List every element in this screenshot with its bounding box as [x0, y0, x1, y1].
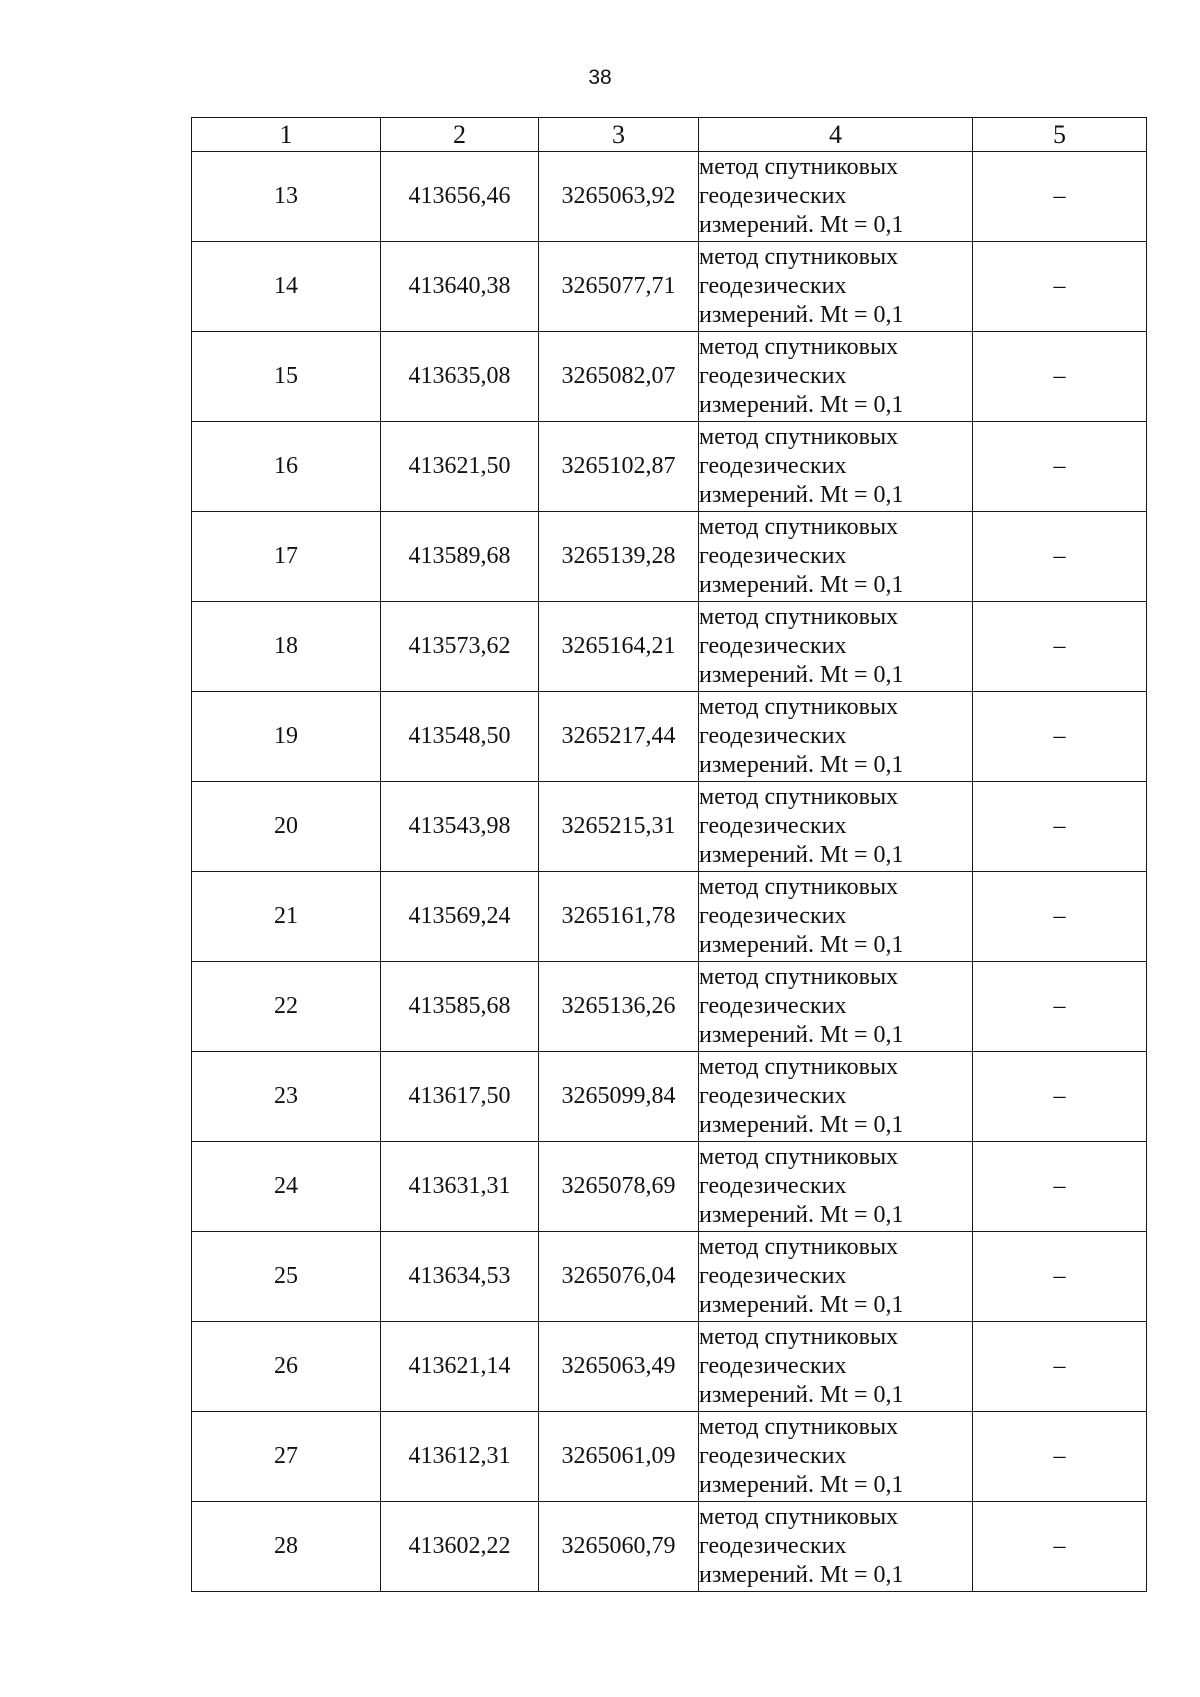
method-line-2: геодезических: [699, 1533, 847, 1559]
description-cell: –: [973, 152, 1147, 242]
method-line-2: геодезических: [699, 543, 847, 569]
table-row: [192, 152, 1147, 242]
method-cell: [699, 512, 973, 602]
y-coordinate-cell: 3265215,31: [539, 782, 699, 872]
method-line-1: метод спутниковых: [699, 1324, 899, 1350]
description-cell: –: [973, 782, 1147, 872]
method-line-1: метод спутниковых: [699, 784, 899, 810]
y-coordinate-cell: 3265099,84: [539, 1052, 699, 1142]
header-row: [192, 118, 1147, 152]
x-coordinate-cell: 413589,68: [381, 512, 539, 602]
y-coordinate-cell: 3265139,28: [539, 512, 699, 602]
method-line-2: геодезических: [699, 453, 847, 479]
method-line-1: метод спутниковых: [699, 964, 899, 990]
method-cell: [699, 962, 973, 1052]
x-coordinate-cell: 413631,31: [381, 1142, 539, 1232]
column-header-2: 2: [381, 118, 539, 152]
method-line-1: метод спутниковых: [699, 334, 899, 360]
x-coordinate-cell: 413617,50: [381, 1052, 539, 1142]
y-coordinate-cell: 3265076,04: [539, 1232, 699, 1322]
x-coordinate-cell: 413543,98: [381, 782, 539, 872]
table-row: [192, 332, 1147, 422]
description-cell: –: [973, 512, 1147, 602]
method-line-2: геодезических: [699, 273, 847, 299]
x-coordinate-cell: 413573,62: [381, 602, 539, 692]
point-number-cell: 24: [192, 1142, 381, 1232]
method-line-3: измерений. Mt = 0,1: [699, 212, 904, 238]
y-coordinate-cell: 3265217,44: [539, 692, 699, 782]
point-number-cell: 13: [192, 152, 381, 242]
method-line-2: геодезических: [699, 363, 847, 389]
method-cell: [699, 692, 973, 782]
method-line-2: геодезических: [699, 993, 847, 1019]
method-line-1: метод спутниковых: [699, 1144, 899, 1170]
y-coordinate-cell: 3265082,07: [539, 332, 699, 422]
method-line-2: геодезических: [699, 813, 847, 839]
description-cell: –: [973, 872, 1147, 962]
method-cell: [699, 602, 973, 692]
description-cell: –: [973, 1142, 1147, 1232]
method-line-3: измерений. Mt = 0,1: [699, 1382, 904, 1408]
table-row: [192, 1232, 1147, 1322]
coordinates-table: [191, 117, 1147, 1592]
method-line-3: измерений. Mt = 0,1: [699, 1562, 904, 1588]
description-cell: –: [973, 602, 1147, 692]
point-number-cell: 28: [192, 1502, 381, 1592]
point-number-cell: 23: [192, 1052, 381, 1142]
method-line-2: геодезических: [699, 903, 847, 929]
table-row: [192, 872, 1147, 962]
method-line-1: метод спутниковых: [699, 154, 899, 180]
method-line-2: геодезических: [699, 1443, 847, 1469]
method-line-1: метод спутниковых: [699, 1414, 899, 1440]
method-cell: [699, 1322, 973, 1412]
table-row: [192, 692, 1147, 782]
description-cell: –: [973, 1412, 1147, 1502]
method-line-2: геодезических: [699, 723, 847, 749]
x-coordinate-cell: 413634,53: [381, 1232, 539, 1322]
method-line-1: метод спутниковых: [699, 514, 899, 540]
description-cell: –: [973, 1232, 1147, 1322]
table-row: [192, 1502, 1147, 1592]
point-number-cell: 18: [192, 602, 381, 692]
x-coordinate-cell: 413602,22: [381, 1502, 539, 1592]
description-cell: –: [973, 422, 1147, 512]
point-number-cell: 19: [192, 692, 381, 782]
table-row: [192, 1322, 1147, 1412]
point-number-cell: 22: [192, 962, 381, 1052]
method-line-3: измерений. Mt = 0,1: [699, 752, 904, 778]
method-line-2: геодезических: [699, 1263, 847, 1289]
description-cell: –: [973, 1322, 1147, 1412]
method-line-1: метод спутниковых: [699, 1504, 899, 1530]
x-coordinate-cell: 413612,31: [381, 1412, 539, 1502]
method-line-3: измерений. Mt = 0,1: [699, 392, 904, 418]
method-line-2: геодезических: [699, 1173, 847, 1199]
description-cell: –: [973, 692, 1147, 782]
method-cell: [699, 332, 973, 422]
x-coordinate-cell: 413640,38: [381, 242, 539, 332]
method-cell: [699, 782, 973, 872]
x-coordinate-cell: 413656,46: [381, 152, 539, 242]
method-cell: [699, 152, 973, 242]
table-row: [192, 1412, 1147, 1502]
column-header-5: 5: [973, 118, 1147, 152]
method-line-3: измерений. Mt = 0,1: [699, 1112, 904, 1138]
method-line-1: метод спутниковых: [699, 694, 899, 720]
table-row: [192, 962, 1147, 1052]
description-cell: –: [973, 1052, 1147, 1142]
point-number-cell: 25: [192, 1232, 381, 1322]
method-line-3: измерений. Mt = 0,1: [699, 572, 904, 598]
y-coordinate-cell: 3265061,09: [539, 1412, 699, 1502]
method-line-3: измерений. Mt = 0,1: [699, 932, 904, 958]
table-row: [192, 422, 1147, 512]
method-line-3: измерений. Mt = 0,1: [699, 1472, 904, 1498]
method-line-3: измерений. Mt = 0,1: [699, 1202, 904, 1228]
x-coordinate-cell: 413621,14: [381, 1322, 539, 1412]
page-number: 38: [588, 66, 612, 89]
method-line-3: измерений. Mt = 0,1: [699, 1022, 904, 1048]
column-header-1: 1: [192, 118, 381, 152]
y-coordinate-cell: 3265063,92: [539, 152, 699, 242]
table-row: [192, 242, 1147, 332]
method-line-2: геодезических: [699, 633, 847, 659]
table-row: [192, 512, 1147, 602]
method-line-1: метод спутниковых: [699, 1054, 899, 1080]
method-line-2: геодезических: [699, 1353, 847, 1379]
column-header-3: 3: [539, 118, 699, 152]
description-cell: –: [973, 962, 1147, 1052]
method-line-3: измерений. Mt = 0,1: [699, 1292, 904, 1318]
method-line-1: метод спутниковых: [699, 1234, 899, 1260]
y-coordinate-cell: 3265078,69: [539, 1142, 699, 1232]
method-cell: [699, 872, 973, 962]
method-line-3: измерений. Mt = 0,1: [699, 842, 904, 868]
point-number-cell: 26: [192, 1322, 381, 1412]
method-cell: [699, 422, 973, 512]
method-cell: [699, 242, 973, 332]
table-body: [192, 152, 1147, 1592]
y-coordinate-cell: 3265161,78: [539, 872, 699, 962]
method-line-1: метод спутниковых: [699, 604, 899, 630]
table-row: [192, 782, 1147, 872]
method-line-1: метод спутниковых: [699, 244, 899, 270]
description-cell: –: [973, 332, 1147, 422]
y-coordinate-cell: 3265060,79: [539, 1502, 699, 1592]
x-coordinate-cell: 413569,24: [381, 872, 539, 962]
method-line-3: измерений. Mt = 0,1: [699, 662, 904, 688]
method-cell: [699, 1142, 973, 1232]
table-row: [192, 1052, 1147, 1142]
column-header-4: 4: [699, 118, 973, 152]
point-number-cell: 16: [192, 422, 381, 512]
point-number-cell: 20: [192, 782, 381, 872]
y-coordinate-cell: 3265164,21: [539, 602, 699, 692]
method-cell: [699, 1502, 973, 1592]
y-coordinate-cell: 3265063,49: [539, 1322, 699, 1412]
y-coordinate-cell: 3265077,71: [539, 242, 699, 332]
method-cell: [699, 1052, 973, 1142]
method-line-1: метод спутниковых: [699, 874, 899, 900]
point-number-cell: 21: [192, 872, 381, 962]
method-cell: [699, 1412, 973, 1502]
point-number-cell: 17: [192, 512, 381, 602]
x-coordinate-cell: 413635,08: [381, 332, 539, 422]
point-number-cell: 15: [192, 332, 381, 422]
table-row: [192, 602, 1147, 692]
point-number-cell: 27: [192, 1412, 381, 1502]
x-coordinate-cell: 413548,50: [381, 692, 539, 782]
method-line-2: геодезических: [699, 183, 847, 209]
x-coordinate-cell: 413621,50: [381, 422, 539, 512]
table-row: [192, 1142, 1147, 1232]
description-cell: –: [973, 1502, 1147, 1592]
method-line-3: измерений. Mt = 0,1: [699, 302, 904, 328]
method-line-1: метод спутниковых: [699, 424, 899, 450]
description-cell: –: [973, 242, 1147, 332]
y-coordinate-cell: 3265136,26: [539, 962, 699, 1052]
point-number-cell: 14: [192, 242, 381, 332]
method-cell: [699, 1232, 973, 1322]
method-line-2: геодезических: [699, 1083, 847, 1109]
method-line-3: измерений. Mt = 0,1: [699, 482, 904, 508]
y-coordinate-cell: 3265102,87: [539, 422, 699, 512]
x-coordinate-cell: 413585,68: [381, 962, 539, 1052]
